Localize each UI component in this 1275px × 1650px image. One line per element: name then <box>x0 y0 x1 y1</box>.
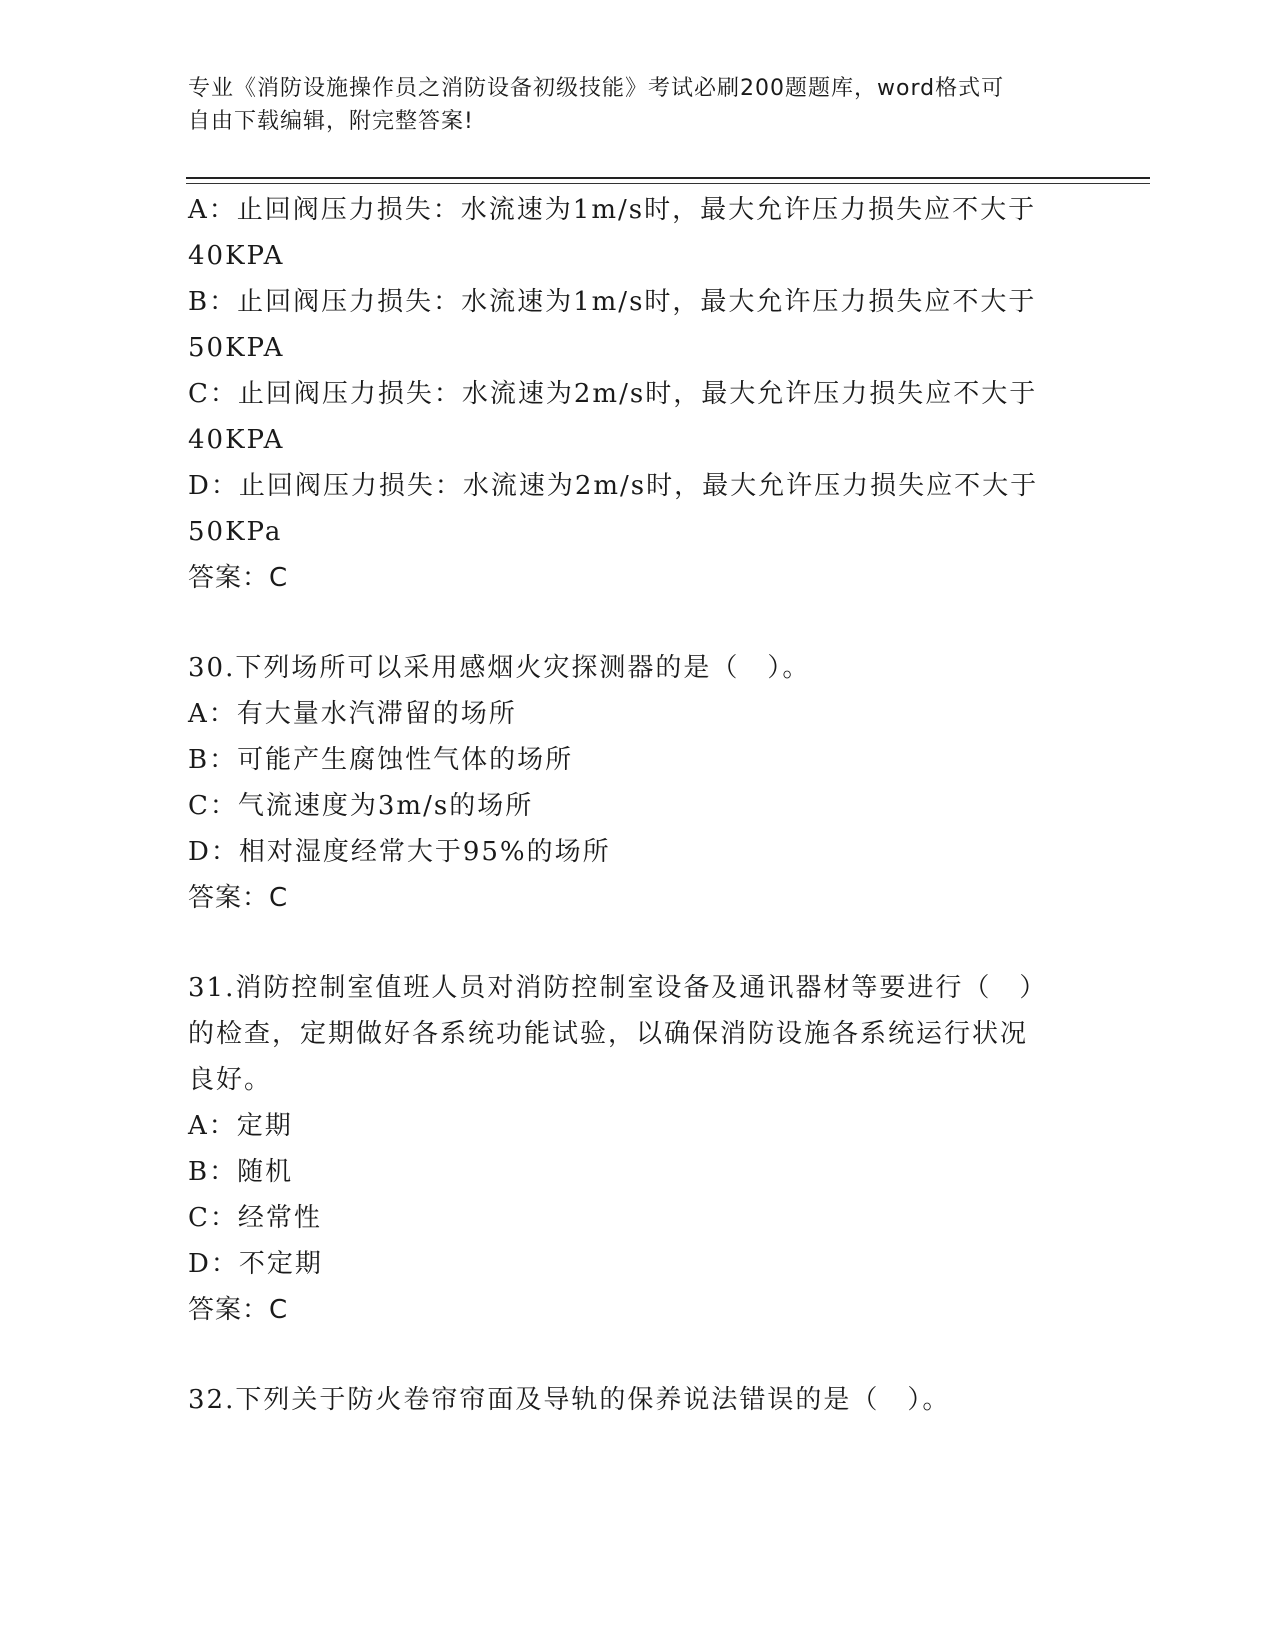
q31-option-c: C：经常性 <box>188 1203 322 1233</box>
question-content <box>188 187 1088 1423</box>
q30-option-d: D：相对湿度经常大于95%的场所 <box>188 837 611 867</box>
question-gap <box>188 1333 1088 1377</box>
q29-option-b-line-1: B：止回阀压力损失：水流速为1m/s时，最大允许压力损失应不大于 <box>188 287 1037 317</box>
q31-stem-line-1: 31.消防控制室值班人员对消防控制室设备及通讯器材等要进行（ ） <box>188 973 1048 1003</box>
question-gap <box>188 601 1088 645</box>
q31-option-d: D：不定期 <box>188 1249 323 1279</box>
q29-option-d-line-2: 50KPa <box>188 517 283 547</box>
document-header <box>188 72 1068 138</box>
q31-option-b: B：随机 <box>188 1157 294 1187</box>
q30-answer: 答案：C <box>188 883 289 913</box>
q29-answer: 答案：C <box>188 563 289 593</box>
question-gap <box>188 921 1088 965</box>
header-line-1: 专业《消防设施操作员之消防设备初级技能》考试必刷200题题库，word格式可 <box>188 76 1005 101</box>
q29-option-c-line-2: 40KPA <box>188 425 285 455</box>
q31-answer: 答案：C <box>188 1295 289 1325</box>
q31-option-a: A：定期 <box>188 1111 293 1141</box>
header-line-2: 自由下载编辑，附完整答案! <box>188 109 474 134</box>
q29-option-c-line-1: C：止回阀压力损失：水流速为2m/s时，最大允许压力损失应不大于 <box>188 379 1038 409</box>
q30-option-c: C：气流速度为3m/s的场所 <box>188 791 534 821</box>
q30-option-a: A：有大量水汽滞留的场所 <box>188 699 517 729</box>
q31-stem-line-2: 的检查，定期做好各系统功能试验，以确保消防设施各系统运行状况 <box>188 1019 1029 1049</box>
q30-stem: 30.下列场所可以采用感烟火灾探测器的是（ ）。 <box>188 653 811 683</box>
q29-option-a-line-1: A：止回阀压力损失：水流速为1m/s时，最大允许压力损失应不大于 <box>188 195 1037 225</box>
header-divider-thick <box>186 177 1150 179</box>
q29-option-b-line-2: 50KPA <box>188 333 285 363</box>
q32-stem: 32.下列关于防火卷帘帘面及导轨的保养说法错误的是（ ）。 <box>188 1385 951 1415</box>
header-divider-thin <box>186 183 1150 184</box>
q29-option-a-line-2: 40KPA <box>188 241 285 271</box>
q31-stem-line-3: 良好。 <box>188 1065 273 1095</box>
q29-option-d-line-1: D：止回阀压力损失：水流速为2m/s时，最大允许压力损失应不大于 <box>188 471 1039 501</box>
q30-option-b: B：可能产生腐蚀性气体的场所 <box>188 745 574 775</box>
